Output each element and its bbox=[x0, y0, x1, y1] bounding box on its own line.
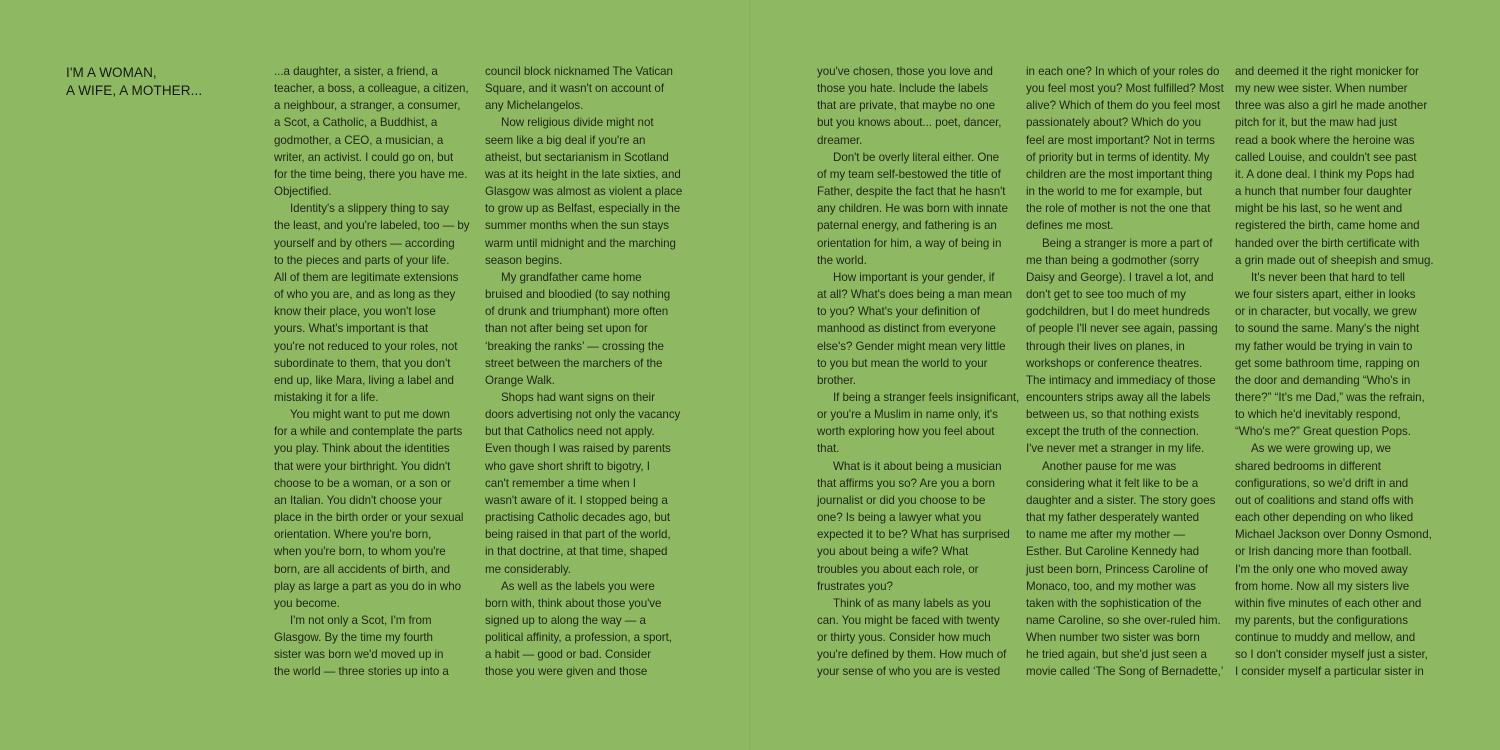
text-line: I've never met a stranger in my life. bbox=[1026, 442, 1205, 456]
chapter-heading bbox=[66, 64, 256, 100]
text-line: know their place, you won't lose bbox=[274, 305, 436, 319]
text-line: each other depending on who liked bbox=[1235, 511, 1414, 525]
text-line: read a book where the heroine was bbox=[1235, 133, 1415, 147]
text-line: alive? Which of them do you feel most bbox=[1026, 99, 1221, 113]
text-line: children are the most important thing bbox=[1026, 167, 1213, 181]
text-line: the role of mother is not the one that bbox=[1026, 202, 1211, 216]
text-line: within five minutes of each other and bbox=[1235, 596, 1422, 610]
text-line: of people I'll never see again, passing bbox=[1026, 322, 1218, 336]
text-line: practising Catholic decades ago, but bbox=[485, 511, 671, 525]
text-column-4 bbox=[1026, 63, 1224, 681]
text-line: troubles you about each role, or bbox=[817, 562, 979, 576]
text-line: he tried again, but she'd just seen a bbox=[1026, 648, 1207, 662]
text-line: my new wee sister. When number bbox=[1235, 82, 1408, 96]
text-line: you're defined by them. How much of bbox=[817, 648, 1007, 662]
text-line: Identity's a slippery thing to say bbox=[290, 202, 450, 216]
text-line: Shops had want signs on their bbox=[501, 390, 655, 404]
text-line: place in the birth order or your sexual bbox=[274, 511, 464, 525]
text-line: between us, so that nothing exists bbox=[1026, 408, 1199, 422]
text-line: Glasgow. By the time my fourth bbox=[274, 631, 433, 645]
text-line: continue to muddy and mellow, and bbox=[1235, 631, 1416, 645]
text-line: you play. Think about the identities bbox=[274, 442, 450, 456]
text-line: I'm not only a Scot, I'm from bbox=[290, 614, 432, 627]
text-line: encounters strips away all the labels bbox=[1026, 390, 1211, 404]
text-line: atheist, but sectarianism in Scotland bbox=[485, 150, 669, 164]
text-line: to name me after my mother — bbox=[1026, 528, 1186, 542]
text-line: yourself and by others — according bbox=[274, 236, 455, 250]
text-line: so I don't consider myself just a sister, bbox=[1235, 648, 1428, 662]
text-column-2 bbox=[485, 63, 682, 681]
text-line: to you but mean the world to your bbox=[817, 356, 988, 370]
text-line: workshops or conference theatres. bbox=[1026, 356, 1203, 370]
text-line: Even though I was raised by parents bbox=[485, 442, 671, 456]
text-line: Square, and it wasn't on account of bbox=[485, 82, 664, 96]
chapter-heading-line-1: I'M A WOMAN, bbox=[66, 65, 157, 80]
text-line: pitch for it, but the maw had just bbox=[1235, 116, 1397, 130]
text-line: journalist or did you choose to be bbox=[817, 493, 986, 507]
text-line: being raised in that part of the world, bbox=[485, 528, 671, 542]
text-line: my father would be trying in vain to bbox=[1235, 339, 1413, 353]
text-line: you've chosen, those you love and bbox=[817, 65, 993, 78]
text-line: worth exploring how you feel about bbox=[817, 425, 995, 439]
text-line: I'm the only one who moved away bbox=[1235, 562, 1408, 576]
text-line: orientation for him, a way of being in bbox=[817, 236, 1002, 250]
text-line: My grandfather came home bbox=[501, 270, 642, 284]
text-line: an Italian. You didn't choose your bbox=[274, 493, 443, 507]
text-line: any Michelangelos. bbox=[485, 99, 584, 113]
text-line: Monaco, too, and my mother was bbox=[1026, 579, 1196, 593]
text-line: or you're a Muslim in name only, it's bbox=[817, 408, 998, 422]
text-line: The intimacy and immediacy of those bbox=[1026, 373, 1216, 387]
text-line: Think of as many labels as you bbox=[833, 596, 991, 610]
text-line: name Caroline, so she over-ruled him. bbox=[1026, 614, 1221, 627]
text-line: All of them are legitimate extensions bbox=[274, 270, 459, 284]
text-line: Orange Walk. bbox=[485, 373, 555, 387]
text-line: paternal energy, and fathering is an bbox=[817, 219, 997, 233]
text-line: out of coalitions and stand offs with bbox=[1235, 493, 1414, 507]
text-line: me considerably. bbox=[485, 562, 571, 576]
text-line: might be his last, so he went and bbox=[1235, 202, 1403, 216]
text-line: of priority but in terms of identity. My bbox=[1026, 150, 1210, 164]
text-line: taken with the sophistication of the bbox=[1026, 596, 1202, 610]
text-line: a habit — good or bad. Consider bbox=[485, 648, 652, 662]
text-line: but you knows about... poet, dancer, bbox=[817, 116, 1002, 130]
text-line: doors advertising not only the vacancy bbox=[485, 408, 681, 422]
text-line: can. You might be faced with twenty bbox=[817, 614, 1000, 627]
text-line: born with, think about those you've bbox=[485, 596, 662, 610]
text-line: Father, despite the fact that he hasn't bbox=[817, 185, 1006, 199]
text-line: sister was born we'd moved up in bbox=[274, 648, 444, 662]
text-line: in each one? In which of your roles do bbox=[1026, 65, 1220, 78]
text-line: that were your birthright. You didn't bbox=[274, 459, 451, 473]
text-line: you become. bbox=[274, 596, 340, 610]
text-line: that are private, that maybe no one bbox=[817, 99, 996, 113]
text-line: born, are all accidents of birth, and bbox=[274, 562, 451, 576]
text-line: “Who's me?” Great question Pops. bbox=[1235, 425, 1411, 439]
text-line: through their lives on planes, in bbox=[1026, 339, 1185, 353]
page-gutter bbox=[749, 0, 751, 750]
text-line: was at its height in the late sixties, and bbox=[485, 167, 681, 181]
text-line: you feel most you? Most fulfilled? Most bbox=[1026, 82, 1224, 96]
text-line: season begins. bbox=[485, 253, 563, 267]
text-line: If being a stranger feels insignificant, bbox=[833, 390, 1020, 404]
text-line: to the pieces and parts of your life. bbox=[274, 253, 450, 267]
text-line: those you hate. Include the labels bbox=[817, 82, 989, 96]
text-line: considering what it felt like to be a bbox=[1026, 476, 1199, 490]
text-line: at all? What's does being a man mean bbox=[817, 288, 1013, 302]
text-line: orientation. Where you're born, bbox=[274, 528, 432, 542]
text-line: that affirms you so? Are you a born bbox=[817, 476, 995, 490]
text-line: a Scot, a Catholic, a Buddhist, a bbox=[274, 116, 438, 130]
text-line: get some bathroom time, rapping on bbox=[1235, 356, 1420, 370]
text-line: you're not reduced to your roles, not bbox=[274, 339, 458, 353]
text-line: to sound the same. Many's the night bbox=[1235, 322, 1420, 336]
text-line: than not after being set upon for bbox=[485, 322, 648, 336]
text-line: How important is your gender, if bbox=[833, 270, 995, 284]
text-line: a neighbour, a stranger, a consumer, bbox=[274, 99, 461, 113]
text-line: Esther. But Caroline Kennedy had bbox=[1026, 545, 1200, 559]
text-line: or Irish dancing more than football. bbox=[1235, 545, 1412, 559]
text-line: passionately about? Which do you bbox=[1026, 116, 1201, 130]
text-line: or in character, but vocally, we grew bbox=[1235, 305, 1417, 319]
text-line: warm until midnight and the marching bbox=[485, 236, 676, 250]
text-line: political affinity, a profession, a sport, bbox=[485, 631, 672, 645]
text-line: daughter and a sister. The story goes bbox=[1026, 493, 1216, 507]
text-line: my parents, but the configurations bbox=[1235, 614, 1408, 627]
text-line: a grin made out of sheepish and smug. bbox=[1235, 253, 1434, 267]
text-line: manhood as distinct from everyone bbox=[817, 322, 996, 336]
text-line: just been born, Princess Caroline of bbox=[1026, 562, 1208, 576]
text-line: me than being a godmother (sorry bbox=[1026, 253, 1200, 267]
text-line: we four sisters apart, either in looks bbox=[1235, 288, 1416, 302]
text-line: that my father desperately wanted bbox=[1026, 511, 1199, 525]
text-line: signed up to along the way — a bbox=[485, 614, 646, 627]
text-line: a hunch that number four daughter bbox=[1235, 185, 1412, 199]
text-line: of drunk and triumphant) more often bbox=[485, 305, 669, 319]
text-line: It's never been that hard to tell bbox=[1251, 270, 1405, 284]
text-line: play as large a part as you do in who bbox=[274, 579, 461, 593]
text-line: handed over the birth certificate with bbox=[1235, 236, 1420, 250]
text-line: Another pause for me was bbox=[1042, 459, 1177, 473]
text-line: council block nicknamed The Vatican bbox=[485, 65, 673, 78]
text-line: to which he'd inevitably respond, bbox=[1235, 408, 1401, 422]
text-line: to you? What's your definition of bbox=[817, 305, 980, 319]
text-line: ...a daughter, a sister, a friend, a bbox=[274, 65, 438, 78]
text-line: called Louise, and couldn't see past bbox=[1235, 150, 1417, 164]
text-line: Michael Jackson over Donny Osmond, bbox=[1235, 528, 1432, 542]
text-line: teacher, a boss, a colleague, a citizen, bbox=[274, 82, 469, 96]
text-line: can't remember a time when I bbox=[485, 476, 636, 490]
text-line: shared bedrooms in different bbox=[1235, 459, 1381, 473]
text-column-1 bbox=[274, 63, 470, 681]
text-line: the world. bbox=[817, 253, 867, 267]
text-line: one? Is being a lawyer what you bbox=[817, 511, 982, 525]
text-line: wasn't aware of it. I stopped being a bbox=[485, 493, 668, 507]
text-line: in that doctrine, at that time, shaped bbox=[485, 545, 668, 559]
text-line: As we were growing up, we bbox=[1251, 442, 1391, 456]
text-line: bruised and bloodied (to say nothing bbox=[485, 288, 671, 302]
text-line: When number two sister was born bbox=[1026, 631, 1200, 645]
text-line: godchildren, but I do meet hundreds bbox=[1026, 305, 1210, 319]
text-line: you about being a wife? What bbox=[817, 545, 969, 559]
text-line: except the truth of the connection. bbox=[1026, 425, 1199, 439]
text-line: expected it to be? What has surprised bbox=[817, 528, 1010, 542]
text-line: Glasgow was almost as violent a place bbox=[485, 185, 683, 199]
text-line: dreamer. bbox=[817, 133, 863, 147]
text-line: from home. Now all my sisters live bbox=[1235, 579, 1410, 593]
text-line: the world — three stories up into a bbox=[274, 665, 449, 679]
chapter-heading-line-2: A WIFE, A MOTHER... bbox=[66, 83, 203, 98]
text-line: in the world to me for example, but bbox=[1026, 185, 1203, 199]
text-line: Objectified. bbox=[274, 185, 332, 199]
text-line: feel are most important? Not in terms bbox=[1026, 133, 1215, 147]
text-line: godmother, a CEO, a musician, a bbox=[274, 133, 444, 147]
text-line: when you're born, to whom you're bbox=[274, 545, 446, 559]
text-line: defines me most. bbox=[1026, 219, 1114, 233]
text-line: choose to be a woman, or a son or bbox=[274, 476, 451, 490]
text-line: for a while and contemplate the parts bbox=[274, 425, 463, 439]
text-line: configurations, so we'd drift in and bbox=[1235, 476, 1409, 490]
text-line: subordinate to them, that you don't bbox=[274, 356, 451, 370]
text-line: but that Catholics need not apply. bbox=[485, 425, 655, 439]
text-line: ‘breaking the ranks’ — crossing the bbox=[485, 339, 664, 353]
text-line: there?” “It's me Dad,” was the refrain, bbox=[1235, 390, 1425, 404]
text-line: registered the birth, came home and bbox=[1235, 219, 1420, 233]
text-line: of who you are, and as long as they bbox=[274, 288, 456, 302]
text-column-3 bbox=[817, 63, 1019, 681]
text-line: of my team self-bestowed the title of bbox=[817, 167, 1001, 181]
text-line: the least, and you're labeled, too — by bbox=[274, 219, 470, 233]
text-line: and deemed it the right monicker for bbox=[1235, 65, 1419, 78]
text-line: Don't be overly literal either. One bbox=[833, 150, 1000, 164]
text-line: seem like a big deal if you're an bbox=[485, 133, 646, 147]
text-line: else's? Gender might mean very little bbox=[817, 339, 1006, 353]
text-line: What is it about being a musician bbox=[833, 459, 1002, 473]
text-line: that. bbox=[817, 442, 840, 456]
text-line: it. A done deal. I think my Pops had bbox=[1235, 167, 1415, 181]
text-line: You might want to put me down bbox=[290, 408, 450, 422]
text-line: or thirty yous. Consider how much bbox=[817, 631, 991, 645]
text-line: three was also a girl he made another bbox=[1235, 99, 1428, 113]
text-line: Being a stranger is more a part of bbox=[1042, 236, 1213, 250]
text-line: I consider myself a particular sister in bbox=[1235, 665, 1424, 679]
text-line: street between the marchers of the bbox=[485, 356, 663, 370]
text-line: who gave short shrift to bigotry, I bbox=[485, 459, 650, 473]
text-column-5 bbox=[1235, 63, 1434, 681]
text-line: brother. bbox=[817, 373, 856, 387]
text-line: frustrates you? bbox=[817, 579, 893, 593]
text-line: any children. He was born with innate bbox=[817, 202, 1008, 216]
text-line: writer, an activist. I could go on, but bbox=[274, 150, 454, 164]
text-line: to grow up as Belfast, especially in the bbox=[485, 202, 681, 216]
text-line: summer months when the sun stays bbox=[485, 219, 669, 233]
text-line: mistaking it for a life. bbox=[274, 390, 379, 404]
text-line: your sense of who you are is vested bbox=[817, 665, 1001, 679]
text-line: the door and demanding “Who's in bbox=[1235, 373, 1411, 387]
text-line: movie called ‘The Song of Bernadette,’ bbox=[1026, 665, 1224, 679]
text-line: those you were given and those bbox=[485, 665, 648, 679]
text-line: for the time being, there you have me. bbox=[274, 167, 468, 181]
text-line: don't get to see too much of my bbox=[1026, 288, 1186, 302]
text-line: Daisy and George). I travel a lot, and bbox=[1026, 270, 1214, 284]
text-line: As well as the labels you were bbox=[501, 579, 655, 593]
text-line: yours. What's important is that bbox=[274, 322, 429, 336]
text-line: end up, like Mara, living a label and bbox=[274, 373, 454, 387]
text-line: Now religious divide might not bbox=[501, 116, 654, 130]
